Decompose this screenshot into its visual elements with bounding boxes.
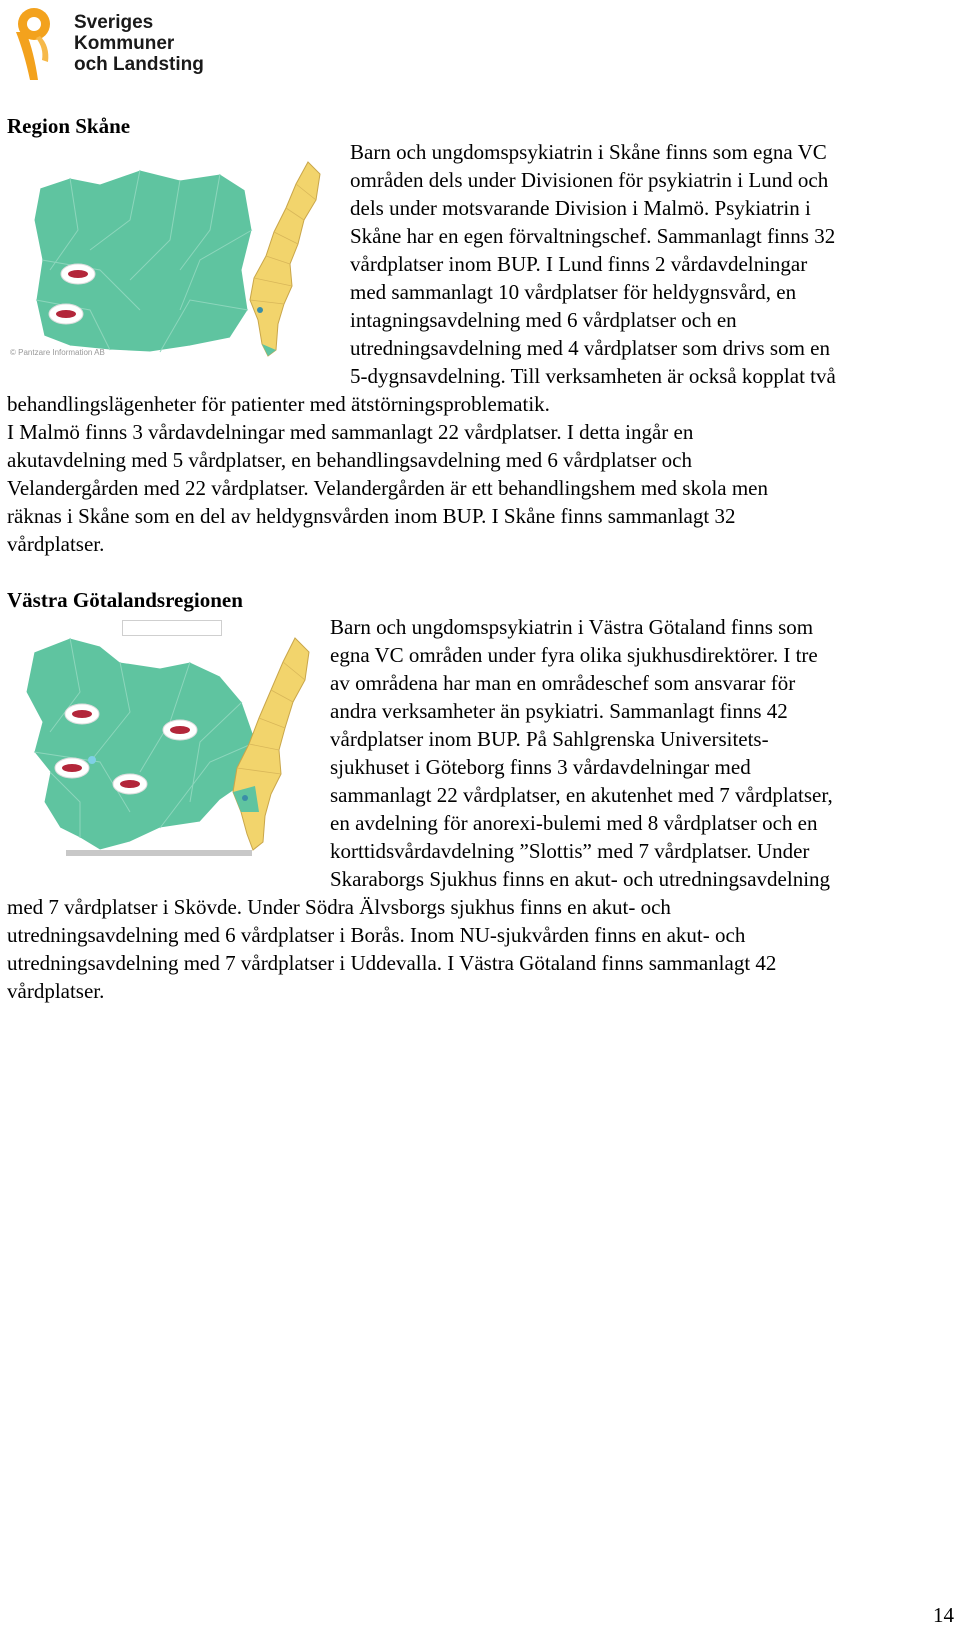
skane-line-4: Skåne har en egen förvaltningschef. Sammanlagt finns 32 bbox=[350, 224, 836, 248]
skane-line-5: vårdplatser inom BUP. I Lund finns 2 vårdavdelningar bbox=[350, 252, 808, 276]
vastra-line-5: vårdplatser inom BUP. På Sahlgrenska Universitets- bbox=[330, 727, 769, 751]
logo-wordmark bbox=[74, 12, 204, 75]
skane-line-13: Velandergården med 22 vårdplatser. Velandergården är ett behandlingshem med skola men bbox=[7, 476, 769, 500]
logo-line-3: och Landsting bbox=[74, 54, 204, 75]
vastra-line-13: utredningsavdelning med 7 vårdplatser i Uddevalla. I Västra Götaland finns sammanlagt 42 bbox=[7, 951, 777, 975]
skane-line-14: räknas i Skåne som en del av heldygnsvården inom BUP. I Skåne finns sammanlagt 32 bbox=[7, 504, 736, 528]
heading-region-skane: Region Skåne bbox=[7, 114, 131, 138]
sweden-map-skane bbox=[238, 160, 328, 360]
sweden-map-vastra bbox=[225, 636, 315, 856]
skane-map-credit: © Pantzare Information AB bbox=[10, 348, 105, 357]
vastra-line-14: vårdplatser. bbox=[7, 979, 105, 1003]
skane-line-15: vårdplatser. bbox=[7, 532, 105, 556]
skane-line-3: dels under motsvarande Division i Malmö. Psykiatrin i bbox=[350, 196, 811, 220]
vastra-line-7: sammanlagt 22 vårdplatser, en akutenhet med 7 vårdplatser, bbox=[330, 783, 833, 807]
vastra-line-1: Barn och ungdomspsykiatrin i Västra Götaland finns som bbox=[330, 615, 814, 639]
heading-vastra-gotaland: Västra Götalandsregionen bbox=[7, 588, 243, 612]
skl-logo-icon bbox=[4, 2, 68, 82]
vastra-gotaland-region-map bbox=[20, 632, 260, 862]
vastra-line-12: utredningsavdelning med 6 vårdplatser i Borås. Inom NU-sjukvården finns en akut- och bbox=[7, 923, 746, 947]
skane-line-11: I Malmö finns 3 vårdavdelningar med sammanlagt 22 vårdplatser. I detta ingår en bbox=[7, 420, 694, 444]
vastra-line-8: en avdelning för anorexi-bulemi med 8 vårdplatser och en bbox=[330, 811, 818, 835]
vastra-line-3: av områdena har man en områdeschef som ansvarar för bbox=[330, 671, 796, 695]
skane-line-6: med sammanlagt 10 vårdplatser för heldygnsvård, en bbox=[350, 280, 797, 304]
logo-line-1: Sveriges bbox=[74, 12, 154, 33]
skane-line-1: Barn och ungdomspsykiatrin i Skåne finns som egna VC bbox=[350, 140, 827, 164]
skane-line-9: 5-dygnsavdelning. Till verksamheten är också kopplat två bbox=[350, 364, 836, 388]
vastra-line-4: andra verksamheter än psykiatri. Sammanlagt finns 42 bbox=[330, 699, 788, 723]
skane-line-10: behandlingslägenheter för patienter med ätstörningsproblematik. bbox=[7, 392, 550, 416]
skane-line-7: intagningsavdelning med 6 vårdplatser och en bbox=[350, 308, 737, 332]
vastra-line-6: sjukhuset i Göteborg finns 3 vårdavdelningar med bbox=[330, 755, 751, 779]
page-number: 14 bbox=[933, 1603, 954, 1627]
skane-region-map bbox=[30, 160, 260, 360]
vastra-line-2: egna VC områden under fyra olika sjukhusdirektörer. I tre bbox=[330, 643, 818, 667]
skane-line-12: akutavdelning med 5 vårdplatser, en behandlingsavdelning med 6 vårdplatser och bbox=[7, 448, 692, 472]
logo-line-2: Kommuner bbox=[74, 33, 175, 54]
vastra-line-9: korttidsvårdavdelning ”Slottis” med 7 vårdplatser. Under bbox=[330, 839, 810, 863]
skane-line-2: områden dels under Divisionen för psykiatrin i Lund och bbox=[350, 168, 829, 192]
vastra-line-10: Skaraborgs Sjukhus finns en akut- och utredningsavdelning bbox=[330, 867, 831, 891]
vastra-line-11: med 7 vårdplatser i Skövde. Under Södra Älvsborgs sjukhus finns en akut- och bbox=[7, 895, 671, 919]
skane-line-8: utredningsavdelning med 4 vårdplatser som drivs som en bbox=[350, 336, 830, 360]
skl-logo bbox=[4, 2, 204, 82]
